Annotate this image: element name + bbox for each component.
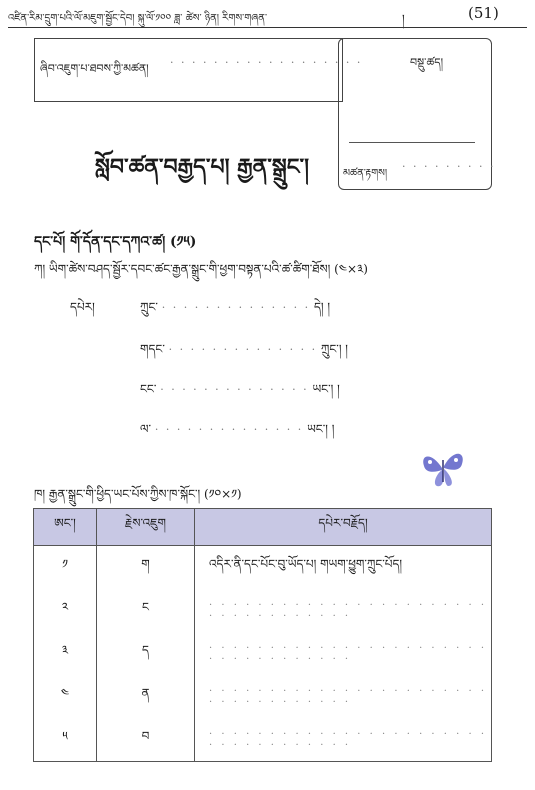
student-name-label: ཞིབ་འཇུག་པ་ཐབས་ཀྱི་མཚན། <box>40 62 149 75</box>
table-row <box>34 632 492 675</box>
row-answer-blank[interactable]: · · · · · · · · · · · · · · · · · · · · · · · · · · · · · · · · · · · <box>195 632 492 675</box>
table-row <box>34 718 492 762</box>
fill-row-1 <box>140 294 330 328</box>
butterfly-icon <box>418 442 468 492</box>
running-header: འཛིན་རིམ་དྲུག་པའི་ལོ་མཇུག་སྦྱོང་དེབ། སྐུ་ལོ་༡༠༠ ཟླ་ ཚེས་ ཉིན། རིགས་གཞན་ <box>8 13 268 24</box>
question-2-prompt: ཁ། རྒྱན་སྒྲུང་གི་ཕྱིད་ཡང་པོས་ཀྱིས་ཁ་སྐོང་། (༡༠×༡) <box>34 487 242 501</box>
score-field[interactable] <box>349 142 475 143</box>
fill-row-4 <box>140 416 334 450</box>
column-header-number: ཨང་། <box>34 509 97 546</box>
fill-row-3 <box>140 376 340 410</box>
table-row <box>34 589 492 632</box>
student-name-field[interactable]: · · · · · · · · · · · · · · · · · · <box>170 56 363 69</box>
header-rule <box>8 27 527 28</box>
answer-table <box>33 508 492 762</box>
fill-row-blank[interactable]: · · · · · · · · · · · · · · <box>168 343 318 356</box>
row-letter: བ <box>97 718 195 762</box>
table-header-row <box>34 509 492 546</box>
row-number: ༤ <box>34 675 97 718</box>
fill-row-blank[interactable]: · · · · · · · · · · · · · · <box>161 301 311 314</box>
signature-field[interactable]: · · · · · · · · · <box>402 160 496 173</box>
row-letter: ང <box>97 589 195 632</box>
column-header-example: དཔེར་བརྗོད། <box>195 509 492 546</box>
table-row <box>34 675 492 718</box>
score-label: བསྡུ་ཚད། <box>410 56 444 69</box>
fill-row-blank[interactable]: · · · · · · · · · · · · · · <box>154 423 304 436</box>
row-letter: ན <box>97 675 195 718</box>
header-divider: ། <box>402 12 405 26</box>
fill-row-right: ཡང་། ། <box>307 422 335 436</box>
row-number: ༥ <box>34 718 97 762</box>
row-number: ༣ <box>34 632 97 675</box>
fill-row-right: དེ། ། <box>313 300 331 314</box>
column-header-suffix: རྗེས་འཇུག <box>97 509 195 546</box>
fill-row-2 <box>140 336 348 370</box>
fill-row-left: ཀྲུང་ <box>140 300 158 314</box>
question-1-prompt: ཀ། ཡིག་ཚེས་བཤད་སྦྱོར་དབང་ཚང་རྒྱན་སྒྲུང་གི་ཕྱག་བསྟན་པའི་ཚ་ཚིག་ཐོས། (༤×༣) <box>34 262 368 276</box>
section-heading: དང་པོ། གོ་དོན་དང་དཀའ་ཚ། (༡༥) <box>34 234 197 250</box>
signature-label: མཚན་རྟགས། <box>343 168 388 179</box>
fill-row-blank[interactable]: · · · · · · · · · · · · · · <box>160 383 309 396</box>
row-answer-blank[interactable]: · · · · · · · · · · · · · · · · · · · · · · · · · · · · · · · · · · · <box>195 718 492 762</box>
row-letter: ད <box>97 632 195 675</box>
row-answer-blank[interactable]: · · · · · · · · · · · · · · · · · · · · · · · · · · · · · · · · · · · <box>195 589 492 632</box>
fill-row-left: ལ་ <box>140 422 151 436</box>
row-answer: འདིར་ནི་དང་པོང་བུ་ཡོད་པ། གཡག་ཕྱུག་ཀྲུང་པོད། <box>195 546 492 590</box>
row-answer-blank[interactable]: · · · · · · · · · · · · · · · · · · · · · · · · · · · · · · · · · · · <box>195 675 492 718</box>
example-label: དཔེར། <box>70 300 95 314</box>
row-number: ༢ <box>34 589 97 632</box>
row-number: ༡ <box>34 546 97 590</box>
row-letter: ག <box>97 546 195 590</box>
fill-row-right: ཡང་། ། <box>312 382 340 396</box>
fill-row-right: ཀྲུང་། ། <box>320 342 348 356</box>
fill-row-left: གདང་ <box>140 342 165 356</box>
page-title: སློབ་ཚན་བརྒྱད་པ། རྒྱན་སྒྲུང་། <box>95 154 309 180</box>
fill-row-left: ངང་ <box>140 382 157 396</box>
table-row <box>34 546 492 590</box>
page-number: (51) <box>468 4 499 22</box>
